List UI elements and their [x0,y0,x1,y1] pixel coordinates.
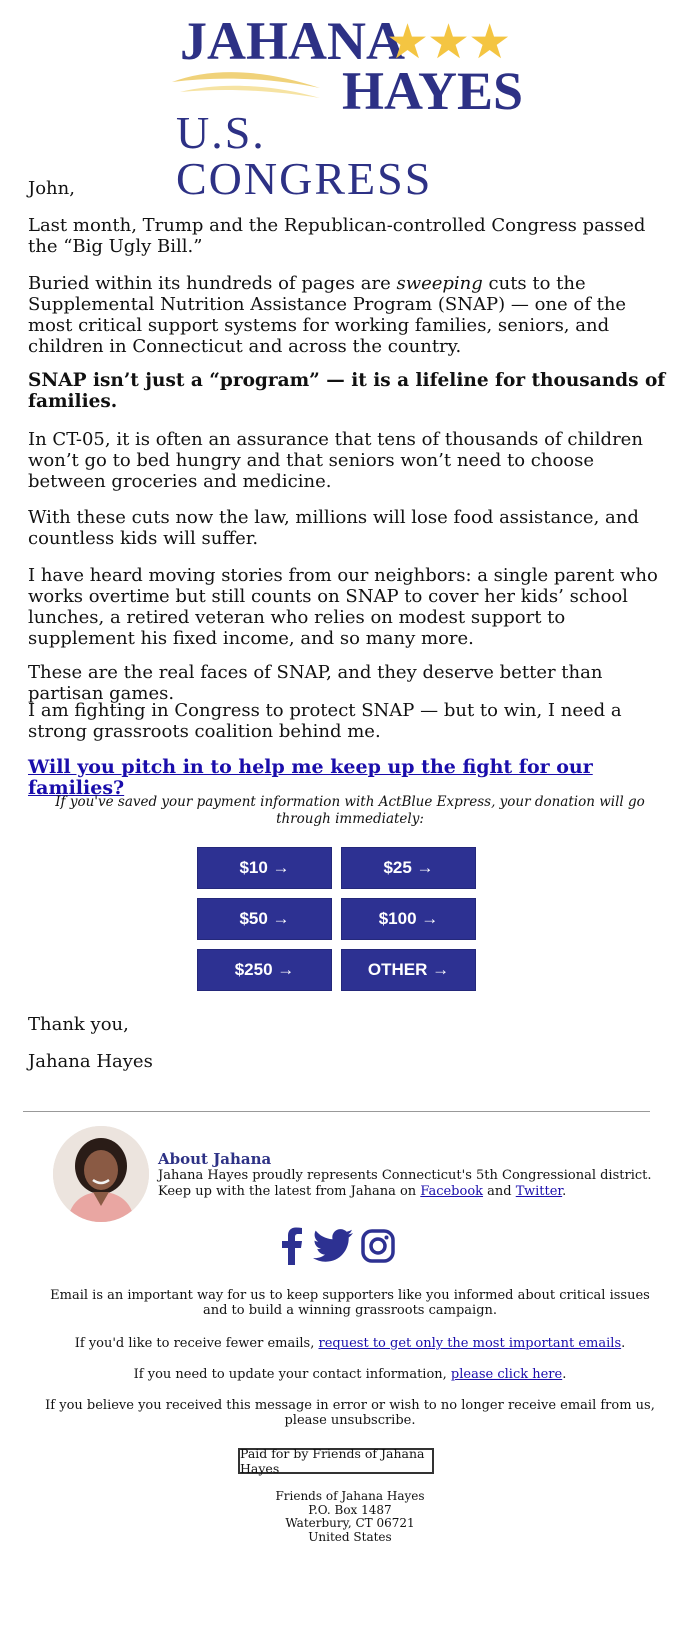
paragraph-2 [28,273,668,357]
paragraph-5: With these cuts now the law, millions will lose food assistance, and countless kids will suffer. [28,507,639,549]
swoosh-decoration [170,66,330,106]
mailing-address [200,1490,500,1544]
signature: Jahana Hayes [28,1051,153,1072]
social-icons [281,1226,395,1266]
divider [23,1111,650,1112]
update-contact-link[interactable]: please click here [450,1367,563,1382]
avatar [53,1126,149,1222]
paragraph-3-bold: SNAP isn’t just a “program” — it is a lifeline for thousands of families. [28,370,666,412]
paragraph-2-start: Buried within its hundreds of pages are [28,273,397,294]
portrait-illustration [53,1126,149,1222]
unsubscribe-link[interactable]: unsubscribe [330,1413,412,1428]
paragraph-6: I have heard moving stories from our neighbors: a single parent who works overtime but still counts on SNAP to cover her kids’ school lunches, a retired veteran who relies on modest support to supplement his fixed income, and so many more. [28,565,658,649]
logo-last-name: HAYES [342,61,524,121]
address-line: United States [308,1529,392,1544]
cta-paragraph [28,757,668,799]
address-line: P.O. Box 1487 [308,1502,392,1517]
paragraph-1: Last month, Trump and the Republican-controlled Congress passed the “Big Ugly Bill.” [28,215,646,257]
fewer-emails-line [40,1336,660,1351]
update-contact-text: If you need to update your contact information, [133,1367,451,1382]
donate-cta-link[interactable]: Will you pitch in to help me keep up the fight for our families? [28,756,593,799]
unsubscribe-text: If you believe you received this message in error or wish to no longer receive email from us, please [45,1398,655,1428]
donate-250-button[interactable]: $250 → [197,949,332,991]
email-note: Email is an important way for us to keep supporters like you informed about critical issues and to build a winning grassroots campaign. [50,1288,650,1318]
paragraph-2-emphasis: sweeping [396,273,483,294]
update-contact-period: . [562,1367,567,1382]
about-line-2-text: Keep up with the latest from Jahana on [158,1184,421,1199]
paid-for-box: Paid for by Friends of Jahana Hayes [238,1448,434,1474]
about-text [158,1168,678,1200]
about-period: . [562,1184,567,1199]
instagram-icon[interactable] [361,1229,395,1263]
donate-10-button[interactable]: $10 → [197,847,332,889]
unsubscribe-line [40,1398,660,1428]
donate-100-button[interactable]: $100 → [341,898,476,940]
logo-office: U.S. CONGRESS [176,107,433,204]
twitter-icon[interactable] [313,1229,353,1263]
about-line-1: Jahana Hayes proudly represents Connecticut's 5th Congressional district. [158,1168,652,1183]
address-line: Friends of Jahana Hayes [275,1489,425,1503]
paragraph-2-end: cuts to the Supplemental Nutrition Assistance Program (SNAP) — one of the most critical support systems for working families, seniors, and children in Connecticut and across the country. [28,273,627,357]
greeting: John, [28,178,75,199]
about-and-text: and [483,1184,516,1199]
logo-first-name: JAHANA [180,11,405,71]
paragraph-7: These are the real faces of SNAP, and they deserve better than partisan games. [28,662,603,704]
fewer-emails-period: . [621,1336,626,1351]
facebook-link[interactable]: Facebook [420,1184,484,1199]
about-line-2 [158,1184,678,1200]
fewer-emails-text: If you'd like to receive fewer emails, [74,1336,319,1351]
facebook-icon[interactable] [281,1227,303,1265]
unsubscribe-period: . [411,1413,416,1428]
logo-stars: ★★★ [386,14,510,70]
twitter-link[interactable]: Twitter [515,1184,563,1199]
fewer-emails-link[interactable]: request to get only the most important emails [318,1336,622,1351]
campaign-logo [170,10,530,204]
paragraph-8: I am fighting in Congress to protect SNAP — but to win, I need a strong grassroots coalition behind me. [28,700,622,742]
donate-other-button[interactable]: OTHER → [341,949,476,991]
address-line: Waterbury, CT 06721 [285,1516,415,1530]
paragraph-4: In CT-05, it is often an assurance that tens of thousands of children won’t go to bed hungry and that seniors won’t need to choose between groceries and medicine. [28,429,643,492]
actblue-express-note: If you've saved your payment information with ActBlue Express, your donation will go through immediately: [55,794,645,827]
closing: Thank you, [28,1014,129,1035]
donate-50-button[interactable]: $50 → [197,898,332,940]
update-contact-line [40,1367,660,1382]
donate-25-button[interactable]: $25 → [341,847,476,889]
about-title: About Jahana [158,1150,272,1168]
